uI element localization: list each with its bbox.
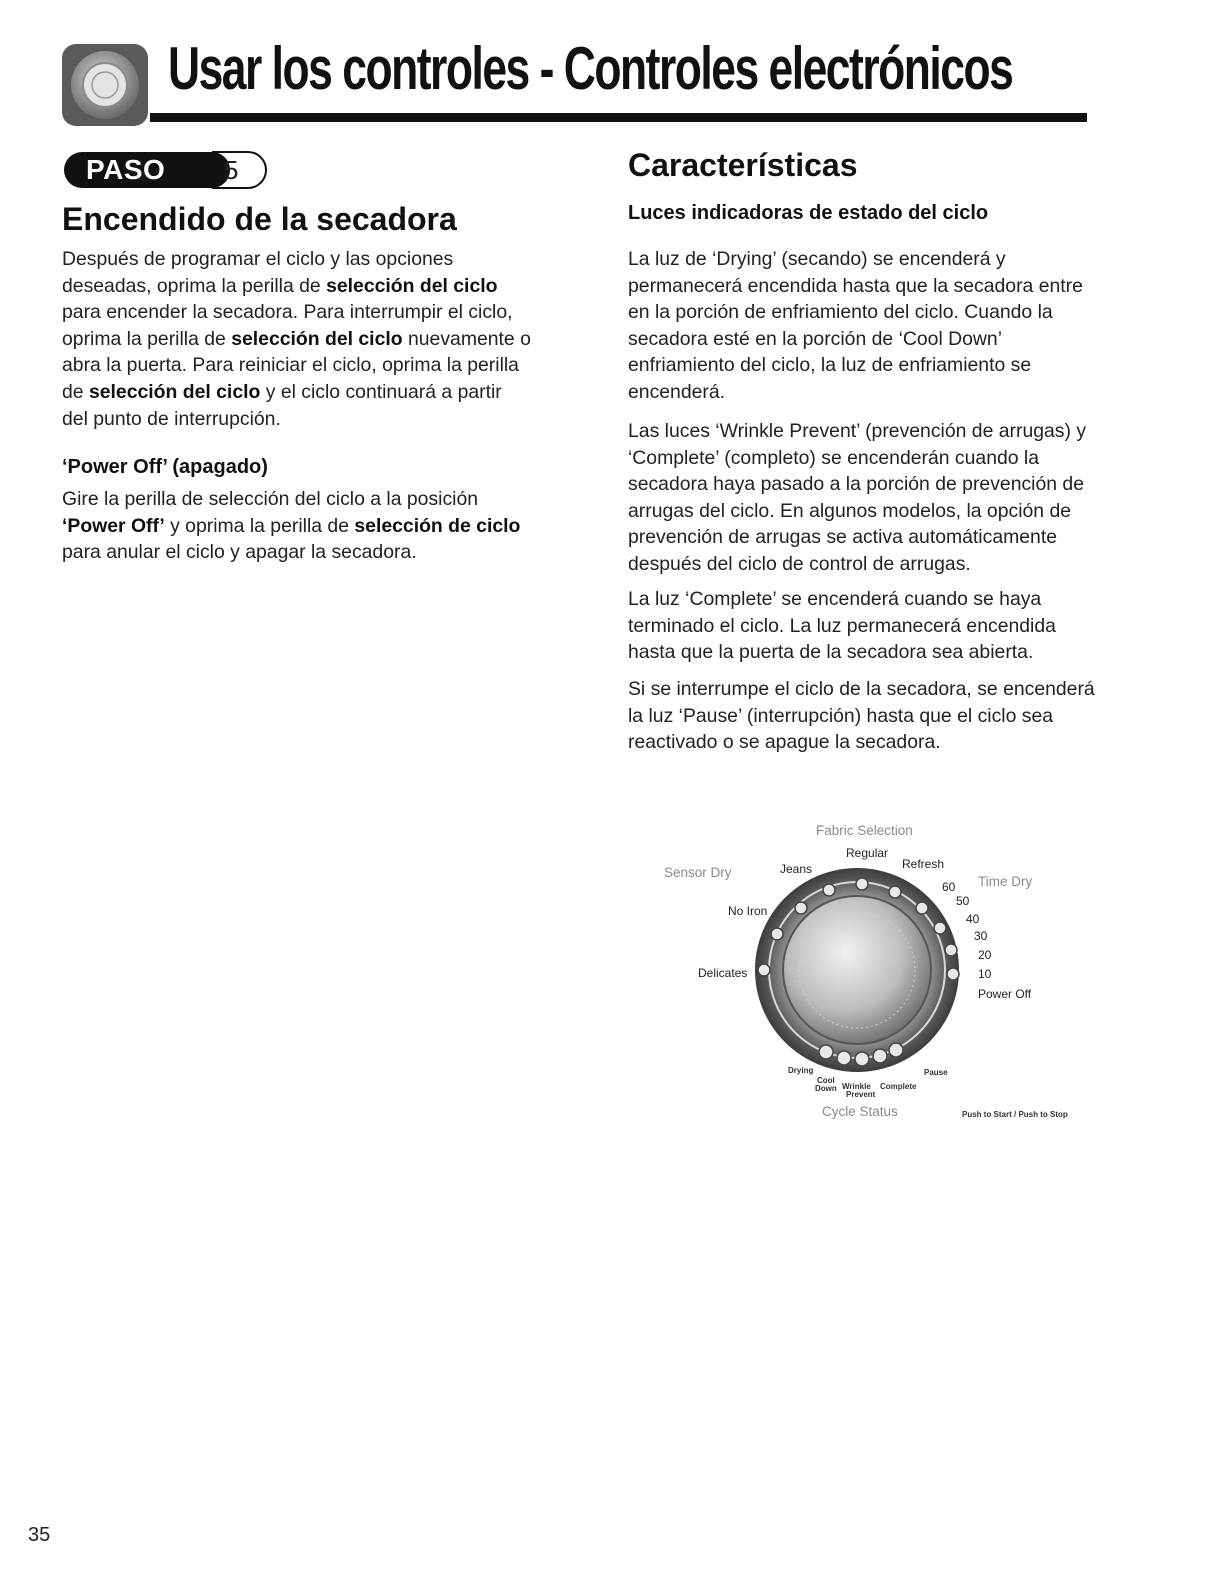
- paragraph-line: reactivado o se apague la secadora.: [628, 731, 941, 754]
- paragraph-line: terminado el ciclo. La luz permanecerá encendida: [628, 614, 1056, 637]
- dial-no-iron-label: No Iron: [728, 904, 768, 918]
- step-badge: [62, 150, 282, 190]
- header-rule: [150, 113, 1087, 122]
- paragraph-line: secadora esté en la porción de ‘Cool Down’: [628, 327, 1003, 350]
- bold-term: selección del ciclo: [88, 380, 261, 403]
- dial-time-60-label: 60: [942, 880, 956, 894]
- dial-push-start-stop-label: Push to Start / Push to Stop: [962, 1110, 1068, 1119]
- paragraph-line: prevención de arrugas se activa automáticamente: [628, 526, 1057, 549]
- dial-time-30-label: 30: [974, 929, 988, 943]
- right-paragraph-2: [628, 418, 1086, 578]
- dial-wrinkle-label: Wrinkle: [842, 1082, 871, 1091]
- paragraph-line: Si se interrumpe el ciclo de la secadora, se encenderá: [628, 678, 1095, 700]
- step-badge-word: PASO: [86, 154, 166, 185]
- power-off-heading: ‘Power Off’ (apagado): [62, 456, 268, 478]
- paragraph-line: La luz de ‘Drying’ (secando) se encenderá y: [628, 248, 1006, 270]
- paragraph-line: del punto de interrupción.: [62, 407, 281, 430]
- page-title: Usar los controles - Controles electrónicos: [168, 35, 1013, 102]
- left-paragraph-2: [62, 486, 520, 566]
- dial-time-50-label: 50: [956, 894, 970, 908]
- dial-time-dry-label: Time Dry: [978, 874, 1033, 889]
- page-number: 35: [28, 1524, 51, 1546]
- paragraph-line: deseadas, oprima la perilla de selección del ciclo: [62, 274, 498, 297]
- paragraph-line: ‘Power Off’ y oprima la perilla de selección de ciclo: [62, 514, 521, 537]
- paragraph-line: Después de programar el ciclo y las opciones: [62, 248, 454, 270]
- paragraph-line: permanecerá encendida hasta que la secadora entre: [628, 274, 1083, 297]
- right-paragraph-3: [628, 586, 1056, 666]
- paragraph-line: enfriamiento del ciclo, la luz de enfriamiento se: [628, 354, 1032, 377]
- left-paragraph-1: [62, 246, 531, 432]
- paragraph-line: La luz ‘Complete’ se encenderá cuando se haya: [628, 588, 1042, 610]
- dial-time-20-label: 20: [978, 948, 992, 962]
- paragraph-line: arrugas del ciclo. En algunos modelos, la opción de: [628, 499, 1072, 522]
- dial-cool-label: Cool: [817, 1076, 835, 1085]
- step-badge-number: 5: [224, 155, 239, 185]
- dial-sensor-dry-label: Sensor Dry: [664, 865, 732, 880]
- paragraph-line: secadora haya pasado a la porción de prevención de: [628, 473, 1085, 496]
- paragraph-line: Las luces ‘Wrinkle Prevent’ (prevención de arrugas) y: [628, 420, 1087, 442]
- paragraph-line: abra la puerta. Para reiniciar el ciclo, oprima la perilla: [62, 354, 519, 377]
- control-dial-illustration: [640, 810, 1110, 1130]
- paragraph-line: la luz ‘Pause’ (interrupción) hasta que el ciclo sea: [628, 704, 1054, 727]
- dryer-dial-icon: [62, 44, 148, 126]
- paragraph-line: encenderá.: [628, 380, 726, 403]
- dial-drying-label: Drying: [788, 1066, 814, 1075]
- bold-term: selección de ciclo: [354, 514, 521, 537]
- dial-power-off-label: Power Off: [978, 987, 1032, 1001]
- paragraph-line: oprima la perilla de selección del ciclo nuevamente o: [62, 327, 531, 350]
- right-paragraph-4: [628, 676, 1095, 756]
- dial-refresh-label: Refresh: [902, 857, 945, 871]
- paragraph-line: ‘Complete’ (completo) se encenderán cuando la: [628, 446, 1040, 469]
- dial-time-40-label: 40: [966, 912, 980, 926]
- dial-prevent-label: Prevent: [846, 1090, 876, 1099]
- right-heading: Características: [628, 147, 858, 183]
- dial-regular-label: Regular: [846, 846, 889, 860]
- left-heading: Encendido de la secadora: [62, 201, 457, 237]
- dial-fabric-selection-label: Fabric Selection: [816, 823, 913, 838]
- bold-term: selección del ciclo: [326, 274, 498, 297]
- bold-term: selección del ciclo: [231, 327, 403, 350]
- bold-term: ‘Power Off’: [62, 514, 165, 537]
- right-paragraph-1: [628, 246, 1083, 406]
- paragraph-line: en la porción de enfriamiento del ciclo. Cuando la: [628, 301, 1053, 324]
- paragraph-line: hasta que la puerta de la secadora sea abierta.: [628, 641, 1034, 664]
- dial-delicates-label: Delicates: [698, 966, 748, 980]
- dial-cycle-status-label: Cycle Status: [822, 1104, 898, 1119]
- cycle-status-heading: Luces indicadoras de estado del ciclo: [628, 202, 989, 224]
- paragraph-line: para encender la secadora. Para interrumpir el ciclo,: [62, 301, 513, 324]
- paragraph-line: para anular el ciclo y apagar la secadora.: [62, 541, 417, 564]
- dial-jeans-label: Jeans: [780, 862, 813, 876]
- paragraph-line: después del ciclo de control de arrugas.: [628, 552, 971, 575]
- dial-pause-label: Pause: [924, 1068, 948, 1077]
- dial-down-label: Down: [815, 1084, 837, 1093]
- paragraph-line: Gire la perilla de selección del ciclo a la posición: [62, 488, 479, 510]
- dial-complete-label: Complete: [880, 1082, 917, 1091]
- paragraph-line: de selección del ciclo y el ciclo continuará a partir: [62, 380, 502, 403]
- dial-time-10-label: 10: [978, 967, 992, 981]
